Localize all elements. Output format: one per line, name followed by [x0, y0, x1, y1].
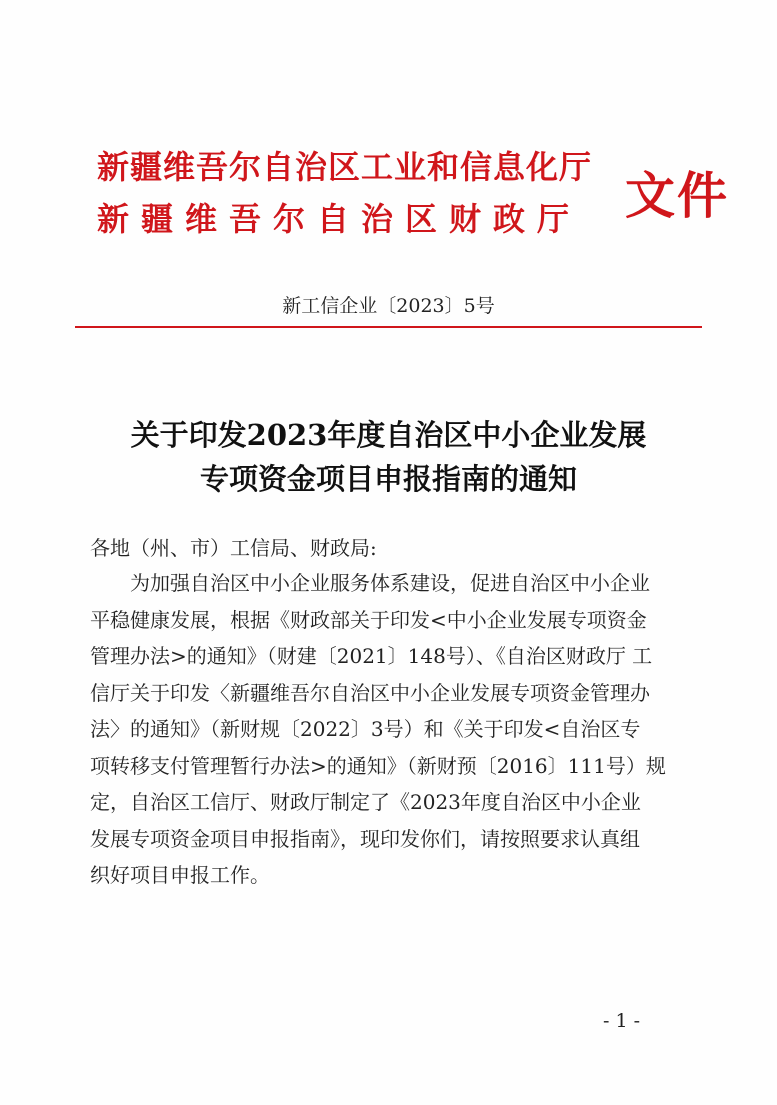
- issuer-line-1: 新疆维吾尔自治区工业和信息化厅: [97, 148, 593, 186]
- body-line: 织好项目申报工作。: [90, 863, 270, 887]
- body-line: 为加强自治区中小企业服务体系建设，促进自治区中小企业: [130, 571, 650, 595]
- document-title: [0, 413, 777, 501]
- red-divider: [75, 326, 702, 328]
- body-line: 信厅关于印发〈新疆维吾尔自治区中小企业发展专项资金管理办: [90, 680, 650, 705]
- document-number: 新工信企业〔2023〕5号: [282, 295, 495, 317]
- body-line: 法〉的通知》（新财规〔2022〕3号）和《关于印发<自治区专: [90, 717, 641, 741]
- body-line: 定，自治区工信厅、财政厅制定了《2023年度自治区中小企业: [90, 790, 641, 814]
- body-paragraph: [90, 565, 690, 894]
- body-line: 项转移支付管理暂行办法>的通知》（新财预〔2016〕111号）规: [90, 753, 666, 778]
- addressee: 各地（州、市）工信局、财政局:: [90, 536, 377, 560]
- page-number: - 1 -: [603, 1010, 641, 1032]
- issuer-line-2: 新疆维吾尔自治区财政厅: [97, 200, 582, 238]
- title-line-2: 专项资金项目申报指南的通知: [199, 462, 577, 496]
- body-line: 平稳健康发展，根据《财政部关于印发<中小企业发展专项资金: [90, 607, 647, 632]
- body-line: 发展专项资金项目申报指南》，现印发你们，请按照要求认真组: [90, 826, 640, 851]
- body-line: 管理办法>的通知》（财建〔2021〕148号）、《自治区财政厅 工: [90, 644, 653, 668]
- title-line-1: 关于印发2023年度自治区中小企业发展: [130, 418, 647, 452]
- doc-type-label: 文件: [625, 166, 729, 225]
